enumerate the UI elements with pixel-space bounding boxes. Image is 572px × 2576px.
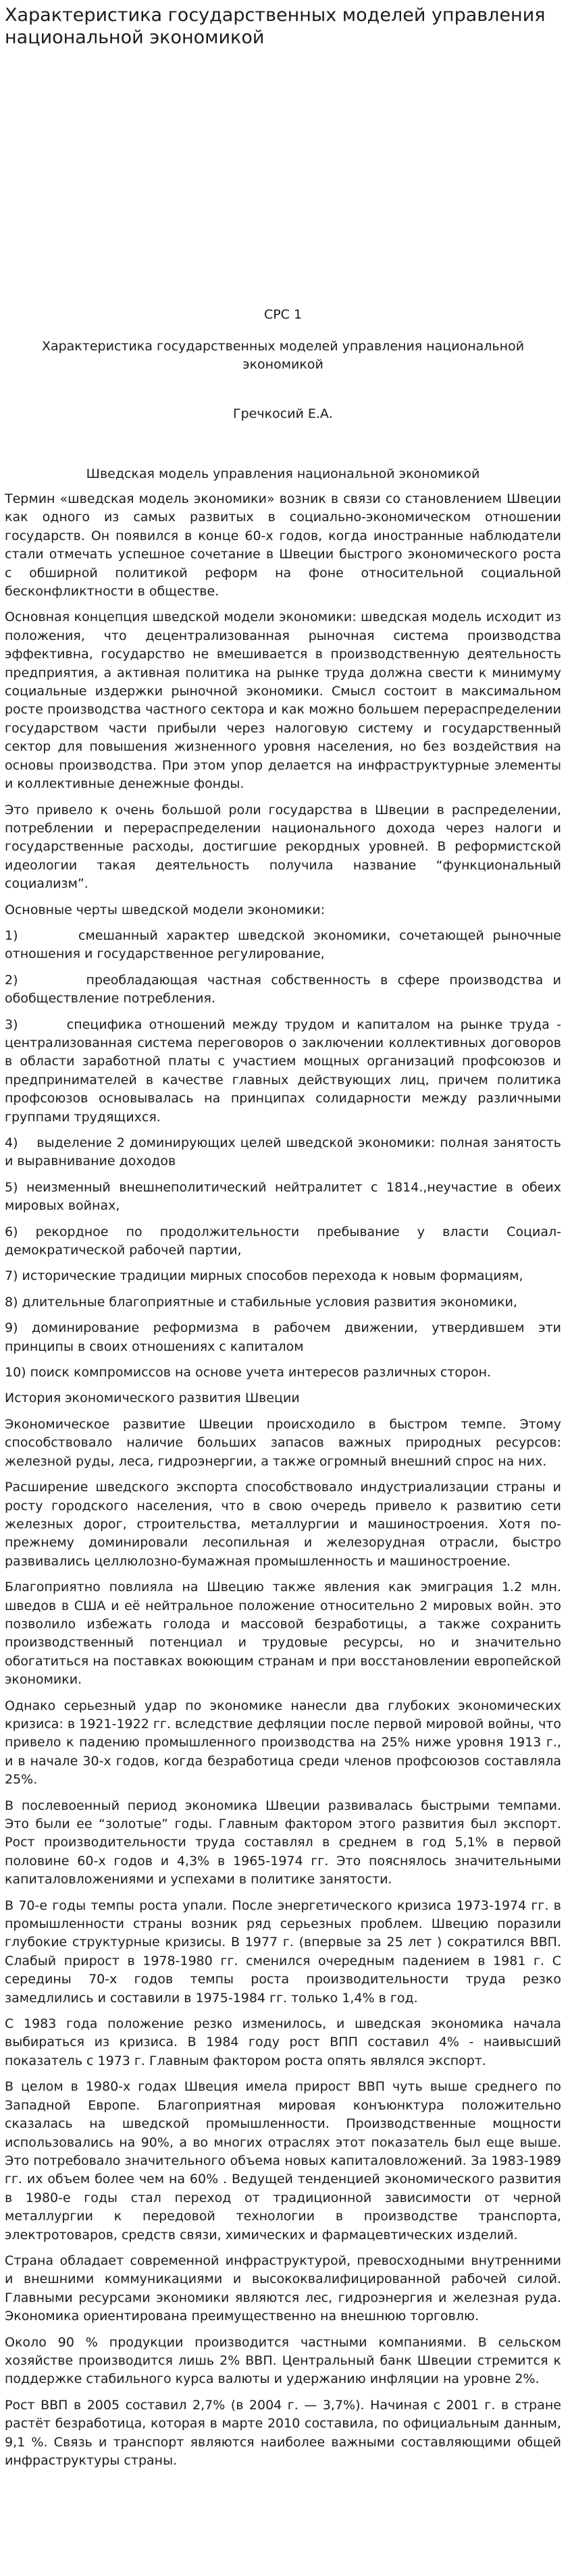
paragraph: Рост ВВП в 2005 составил 2,7% (в 2004 г. — 3,7%). Начиная с 2001 г. в стране растёт безработица, которая в марте 2010 составила, по официальным данным, 9,1 %. Связь и транспорт являются наиболее важными составляющими общей инфраструктуры страны.: [5, 2397, 561, 2468]
list-item: 4) выделение 2 доминирующих целей шведской экономики: полная занятость и выравнивание доходов: [5, 1135, 561, 1169]
list-item: 5) неизменный внешнеполитический нейтралитет с 1814.,неучастие в обеих мировых войнах,: [5, 1179, 561, 1214]
section-heading: Шведская модель управления национальной экономикой: [86, 466, 480, 481]
paragraph: Основные черты шведской модели экономики:: [5, 902, 326, 917]
paragraph: Страна обладает современной инфраструктурой, превосходными внутренними и внешними коммуникациями и высококвалифицированной рабочей силой. Главными ресурсами экономики являются лес, гидроэнергия и железная руда. Экономика ориентирована преимущественно на внешнюю торговлю.: [5, 2253, 561, 2324]
list-item: 9) доминирование реформизма в рабочем движении, утвердившем эти принципы в своих отношениях с капиталом: [5, 1320, 561, 1354]
list-item: 6) рекордное по продолжительности пребывание у власти Социал-демократической рабочей партии,: [5, 1224, 561, 1258]
doc-subtitle: Характеристика государственных моделей управления национальной экономикой: [41, 339, 525, 372]
list-item: 10) поиск компромиссов на основе учета интересов различных сторон.: [5, 1365, 492, 1380]
subheading: История экономического развития Швеции: [5, 1391, 300, 1406]
paragraph: Однако серьезный удар по экономике нанесли два глубоких экономических кризиса: в 1921-1922 гг. вследствие дефляции после первой мировой войны, что привело к падению промышленного производства на 25% ниже уровня 1913 г., и в начале 30-х годов, когда безработица среди членов профсоюзов составляла 25%.: [5, 1698, 561, 1788]
paragraph: Термин «шведская модель экономики» возник в связи со становлением Швеции как одного из самых развитых в социально-экономическом отношении государств. Он появился в конце 60-х годов, когда иностранные наблюдатели стали отмечать успешное сочетание в Швеции быстрого экономического роста с обширной политикой реформ на фоне относительной социальной бесконфликтности в обществе.: [5, 491, 561, 599]
blank-space: [5, 49, 561, 306]
list-item: 7) исторические традиции мирных способов перехода к новым формациям,: [5, 1268, 523, 1284]
paragraph: Основная концепция шведской модели экономики: шведская модель исходит из положения, что децентрализованная рыночная система производства эффективна, государство не вмешивается в производственную деятельность предприятия, а активная политика на рынке труда должна свести к минимуму социальные издержки рыночной экономики. Смысл состоит в максимальном росте производства частного сектора и как можно большем перераспределении государством части прибыли через налоговую систему и государственный сектор для повышения жизненного уровня населения, но без воздействия на основы производства. При этом упор делается на инфраструктурные элементы и коллективные денежные фонды.: [5, 610, 561, 792]
paragraph: В 70-е годы темпы роста упали. После энергетического кризиса 1973-1974 гг. в промышленности страны возник ряд серьезных проблем. Швецию поразили глубокие структурные кризисы. В 1977 г. (впервые за 25 лет ) сократился ВВП. Слабый прирост в 1978-1980 гг. сменился очередным падением в 1981 г. С середины 70-х годов темпы роста производительности труда резко замедлились и составили в 1975-1984 гг. только 1,4% в год.: [5, 1898, 561, 2006]
paragraph: Это привело к очень большой роли государства в Швеции в распределении, потреблении и перераспределении национального дохода через налоги и государственные расходы, достигшие рекордных уровней. В реформистской идеологии такая деятельность получила название “функциональный социализм”.: [5, 802, 561, 892]
list-item: 2) преобладающая частная собственность в сфере производства и обобществление потребления.: [5, 972, 561, 1007]
paragraph: Благоприятно повлияла на Швецию также явления как эмиграция 1.2 млн. шведов в США и её нейтральное положение относительно 2 мировых войн. это позволило избежать голода и массовой безработицы, а также сохранить производственный потенциал и трудовые ресурсы, но и значительно обогатиться на поставках воюющим странам и при восстановлении европейской экономики.: [5, 1580, 561, 1688]
paragraph: Около 90 % продукции производится частными компаниями. В сельском хозяйстве производится лишь 2% ВВП. Центральный банк Швеции стремится к поддержке стабильного курса валюты и удержанию инфляции на уровне 2%.: [5, 2334, 561, 2387]
paragraph: Экономическое развитие Швеции происходило в быстром темпе. Этому способствовало наличие больших запасов важных природных ресурсов: железной руды, леса, гидроэнергии, а также огромный внешний спрос на них.: [5, 1416, 561, 1469]
doc-label: СРС 1: [263, 307, 303, 322]
paragraph: В целом в 1980-х годах Швеция имела прирост ВВП чуть выше среднего по Западной Европе. Благоприятная мировая конъюнктура положительно сказалась на шведской промышленности. Производственные мощности использовались на 90%, а во многих отраслях этот показатель был еще выше. Это потребовало значительного объема новых капиталовложений. За 1983-1989 гг. их объем более чем на 60% . Ведущей тенденцией экономического развития в 1980-е годы стал переход от традиционной зависимости от черной металлургии к передовой технологии в производстве транспорта, электротоваров, средств связи, химических и фармацевтических изделий.: [5, 2079, 561, 2243]
paragraph: Расширение шведского экспорта способствовало индустриализации страны и росту городского населения, что в свою очередь привело к развитию сети железных дорог, строительства, металлургии и машиностроения. Хотя по-прежнему доминировали лесопильная и железорудная отрасли, быстро развивались целлюлозно-бумажная промышленность и машиностроение.: [5, 1480, 561, 1569]
paragraph: В послевоенный период экономика Швеции развивалась быстрыми темпами. Это были ее “золотые” годы. Главным фактором этого развития был экспорт. Рост производительности труда составлял в среднем в год 5,1% в первой половине 60-х годов и 4,3% в 1965-1974 гг. Это пояснялось значительными капиталовложениями и успехами в политике занятости.: [5, 1798, 561, 1887]
doc-author: Гречкосий Е.А.: [233, 406, 333, 421]
list-item: 3) специфика отношений между трудом и капиталом на рынке труда - централизованная система переговоров о заключении коллективных договоров в области заработной платы с участием мощных организаций профсоюзов и предпринимателей в качестве главных действующих лиц, причем политика профсоюзов основывалась на принципах солидарности между различными группами трудящихся.: [5, 1017, 561, 1125]
list-item: 8) длительные благоприятные и стабильные условия развития экономики,: [5, 1294, 517, 1310]
list-item: 1) смешанный характер шведской экономики, сочетающей рыночные отношения и государственное регулирование,: [5, 928, 561, 962]
document-body: [5, 490, 561, 2470]
document-title: Характеристика государственных моделей управления национальной экономикой: [5, 5, 546, 48]
paragraph: С 1983 года положение резко изменилось, и шведская экономика начала выбираться из кризиса. В 1984 году рост ВПП составил 4% - наивысший показатель с 1973 г. Главным фактором роста опять являлся экспорт.: [5, 2016, 561, 2068]
